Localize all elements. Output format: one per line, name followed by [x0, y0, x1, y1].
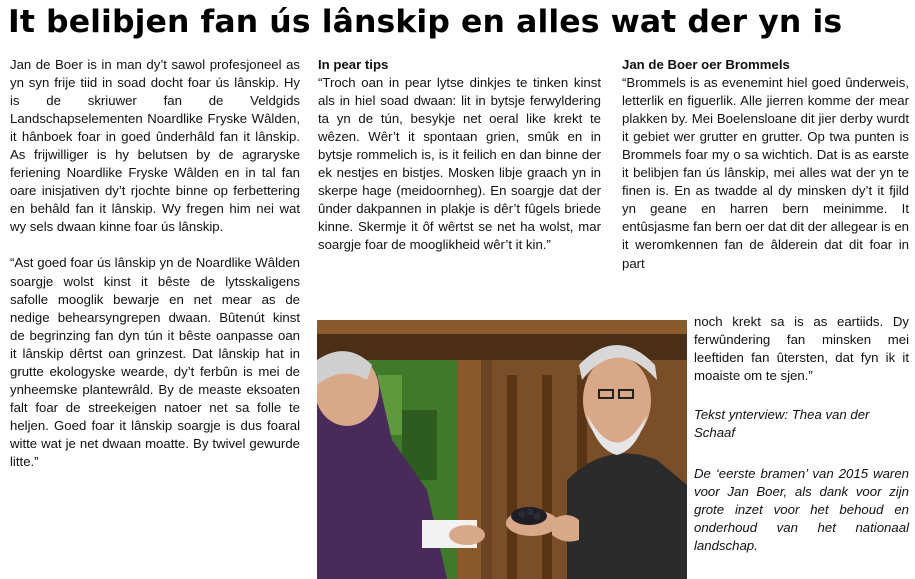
photo-caption: De ‘eerste bramen’ van 2015 waren voor Jan Boer, als dank voor zijn grote inzet voor het behoud en onderhoud van het nationaal landschap.	[694, 466, 909, 554]
article-paragraph: “Ast goed foar ús lânskip yn de Noardlike Wâlden soargje wolst kinst it bêste de lytsskaligens safolle mooglik bewarje en net mear as de nedige behearsyngrepen dwaan. Bûtenút kinst de begrinzing fan dyn tún it bêste oanpasse oan it lânskip dêrtst oan grinzest. Dat lânskip hat in grutte ekologyske wearde, dy’t ferbûn is mei de ynheemske plantewrâld. By de measte eksoaten falt foar de streekeigen natoer net sa folle te heljen. Goed foar it lânskip soargje is dus foaral witte wat je net dwaan moatte. By twivel gewurde litte.”	[10, 255, 300, 469]
column-1	[10, 56, 300, 471]
headline: It belibjen fan ús lânskip en alles wat der yn is	[8, 4, 843, 40]
tips-subhead: In pear tips	[318, 57, 389, 72]
column-3-continued	[694, 313, 909, 385]
column-2	[318, 56, 601, 255]
brommels-text: “Brommels is as evenemint hiel goed ûnderweis, letterlik en figuerlik. Alle jierren komme der mear plakken by. Mei Boelensloane dit jier derby wurdt it gebiet wer grutter en grutter. Op twa punten is Brommels foar my o sa wichtich. Dat is as earste it belibjen fan ús lânskip, mei alles wat der yn te finen is. En as twadde al dy minsken dy’t it fjild yn geane en harren bern meinimme. It entûsjasme fan bern oer dat dit der allegear is en it weromkennen fan de âlderein dat dit foar in part	[622, 75, 909, 271]
photo-icon	[317, 320, 687, 579]
interview-credit: Tekst ynterview: Thea van der Schaaf	[694, 407, 870, 441]
article-paragraph: Jan de Boer is in man dy’t sawol profesjoneel as yn syn frije tiid in soad docht foar ús lânskip. Hy is de skriuwer fan de Veldgids Landschapselementen Noardlike Fryske Wâlden, it hânboek foar in goed ûnderhâld fan it lânskip. As frijwilliger is hy belutsen by de agraryske feriening Noardlike Fryske Wâlden en in tal fan oare inisjativen dy’t rjochte binne op ferbettering en behâld fan it lânskip. Wy fregen him nei wat wy sels dwaan kinne foar ús lânskip.	[10, 57, 300, 235]
tips-text: “Troch oan in pear lytse dinkjes te tinken kinst als in hiel soad dwaan: lit in bytsje ferwyldering ta yn de tún, besykje net oeral like krekt te wêzen. Wêr’t it spontaan grien, smûk en in bytsje rommelich is, is it feilich en dan binne der ek nestjes en bistjes. Mosken libje graach yn in skerpe hage (meidoornheg). En soargje dat der ûnder dakpannen in plakje is dêr’t fûgels briede kinne. Skermje it ôf wêrtst se net ha wolst, mar soargje foar de mooglikheid wêr’t it kin.”	[318, 75, 601, 253]
column-3	[622, 56, 909, 273]
brommels-subhead: Jan de Boer oer Brommels	[622, 57, 790, 72]
brommels-text-continued: noch krekt sa is as eartiids. Dy ferwûndering fan minsken mei leeftiden fan ûtersten, dat fyn ik it moaiste om te sjen.”	[694, 314, 909, 384]
